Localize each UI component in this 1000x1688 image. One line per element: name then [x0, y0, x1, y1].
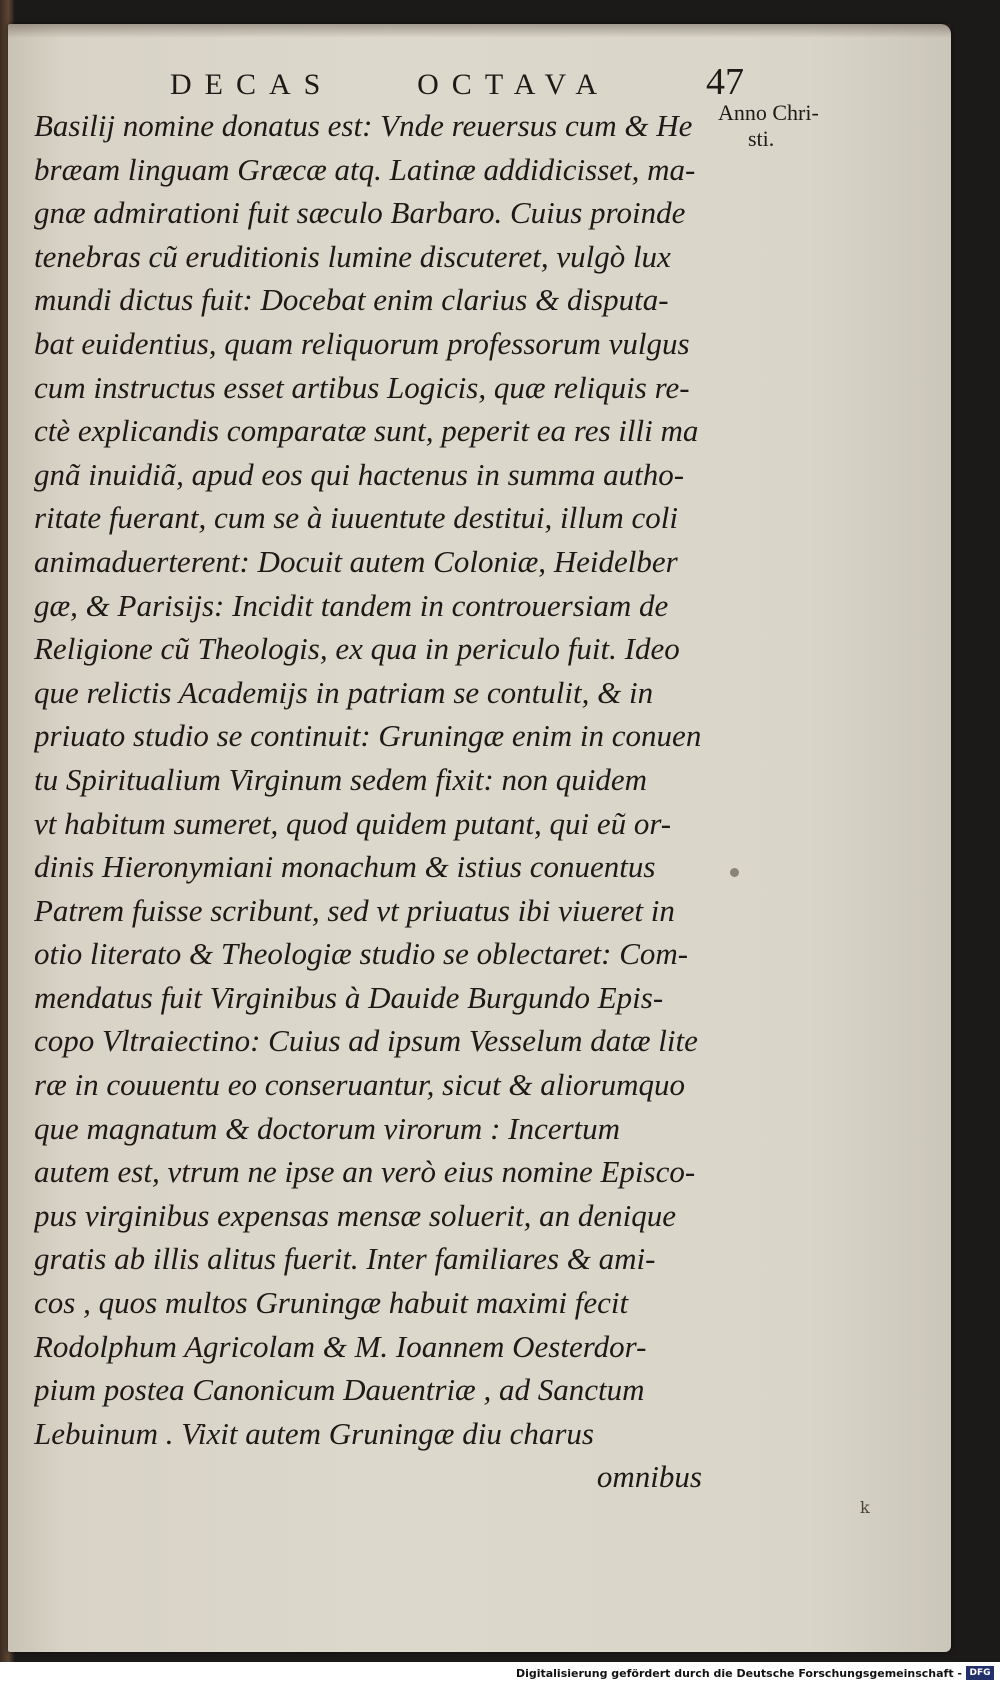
body-text — [34, 104, 710, 1499]
text-line: copo Vltraiectino: Cuius ad ipsum Vesselum datæ lite — [34, 1023, 698, 1059]
text-line: gæ, & Parisijs: Incidit tandem in controuersiam de — [34, 587, 669, 623]
text-line: Patrem fuisse scribunt, sed vt priuatus ibi viueret in — [34, 892, 675, 928]
text-line: ritate fuerant, cum se à iuuentute destitui, illum coli — [34, 500, 679, 536]
text-line: tu Spiritualium Virginum sedem fixit: non quidem — [34, 761, 648, 797]
funding-notice: Digitalisierung gefördert durch die Deutsche Forschungsgemeinschaft - — [515, 1667, 962, 1680]
page-top-shadow — [8, 24, 951, 38]
text-line: bræam linguam Græcæ atq. Latinæ addidicisset, ma- — [34, 151, 696, 187]
text-line: dinis Hieronymiani monachum & istius conuentus — [34, 849, 656, 885]
margin-note-line: sti. — [748, 126, 775, 151]
running-head-left: DECAS — [170, 68, 334, 101]
text-line: bat euidentius, quam reliquorum professorum vulgus — [34, 325, 690, 361]
margin-note-line: Anno Chri- — [718, 100, 819, 125]
text-line: mundi dictus fuit: Docebat enim clarius & disputa- — [34, 282, 669, 318]
text-line: cos , quos multos Gruningæ habuit maximi fecit — [34, 1285, 629, 1321]
text-line: gratis ab illis alitus fuerit. Inter familiares & ami- — [34, 1241, 656, 1277]
text-line: mendatus fuit Virginibus à Dauide Burgundo Epis- — [34, 979, 664, 1015]
text-line: ctè explicandis comparatæ sunt, peperit ea res illi ma — [34, 413, 699, 449]
ink-dot — [730, 868, 739, 877]
text-line: animaduerterent: Docuit autem Coloniæ, Heidelber — [34, 543, 678, 579]
text-line: autem est, vtrum ne ipse an verò eius nomine Episco- — [34, 1154, 696, 1190]
text-line: que relictis Academijs in patriam se contulit, & in — [34, 674, 654, 710]
dfg-logo-icon: DFG — [966, 1666, 994, 1680]
text-line: otio literato & Theologiæ studio se oblectaret: Com- — [34, 936, 689, 972]
stray-mark: k — [860, 1498, 870, 1517]
page-number: 47 — [706, 61, 744, 103]
text-line: Rodolphum Agricolam & M. Ioannem Oesterdor- — [34, 1328, 647, 1364]
running-head-right: OCTAVA — [417, 68, 610, 101]
catchword: omnibus — [596, 1459, 702, 1495]
text-line: vt habitum sumeret, quod quidem putant, qui eũ or- — [34, 805, 672, 841]
text-line: gnã inuidiã, apud eos qui hactenus in summa autho- — [34, 456, 685, 492]
margin-note — [718, 100, 898, 152]
text-line: que magnatum & doctorum virorum : Incertum — [34, 1110, 621, 1146]
text-line: Basilij nomine donatus est: Vnde reuersus cum & He — [34, 108, 693, 143]
text-line: tenebras cũ eruditionis lumine discuteret, vulgò lux — [34, 238, 671, 274]
text-line: gnæ admirationi fuit sæculo Barbaro. Cuius proinde — [34, 195, 686, 231]
footer-bar — [0, 1662, 1000, 1688]
running-head — [170, 62, 610, 102]
text-line: Lebuinum . Vixit autem Gruningæ diu charus — [34, 1415, 594, 1451]
text-line: Religione cũ Theologis, ex qua in periculo fuit. Ideo — [34, 631, 680, 667]
text-line: ræ in couuentu eo conseruantur, sicut & aliorumquo — [34, 1067, 685, 1103]
text-line: priuato studio se continuit: Gruningæ enim in conuen — [34, 718, 702, 754]
text-line: cum instructus esset artibus Logicis, quæ reliquis re- — [34, 369, 690, 405]
text-line: pium postea Canonicum Dauentriæ , ad Sanctum — [34, 1372, 645, 1408]
text-line: pus virginibus expensas mensæ soluerit, an denique — [34, 1197, 677, 1233]
